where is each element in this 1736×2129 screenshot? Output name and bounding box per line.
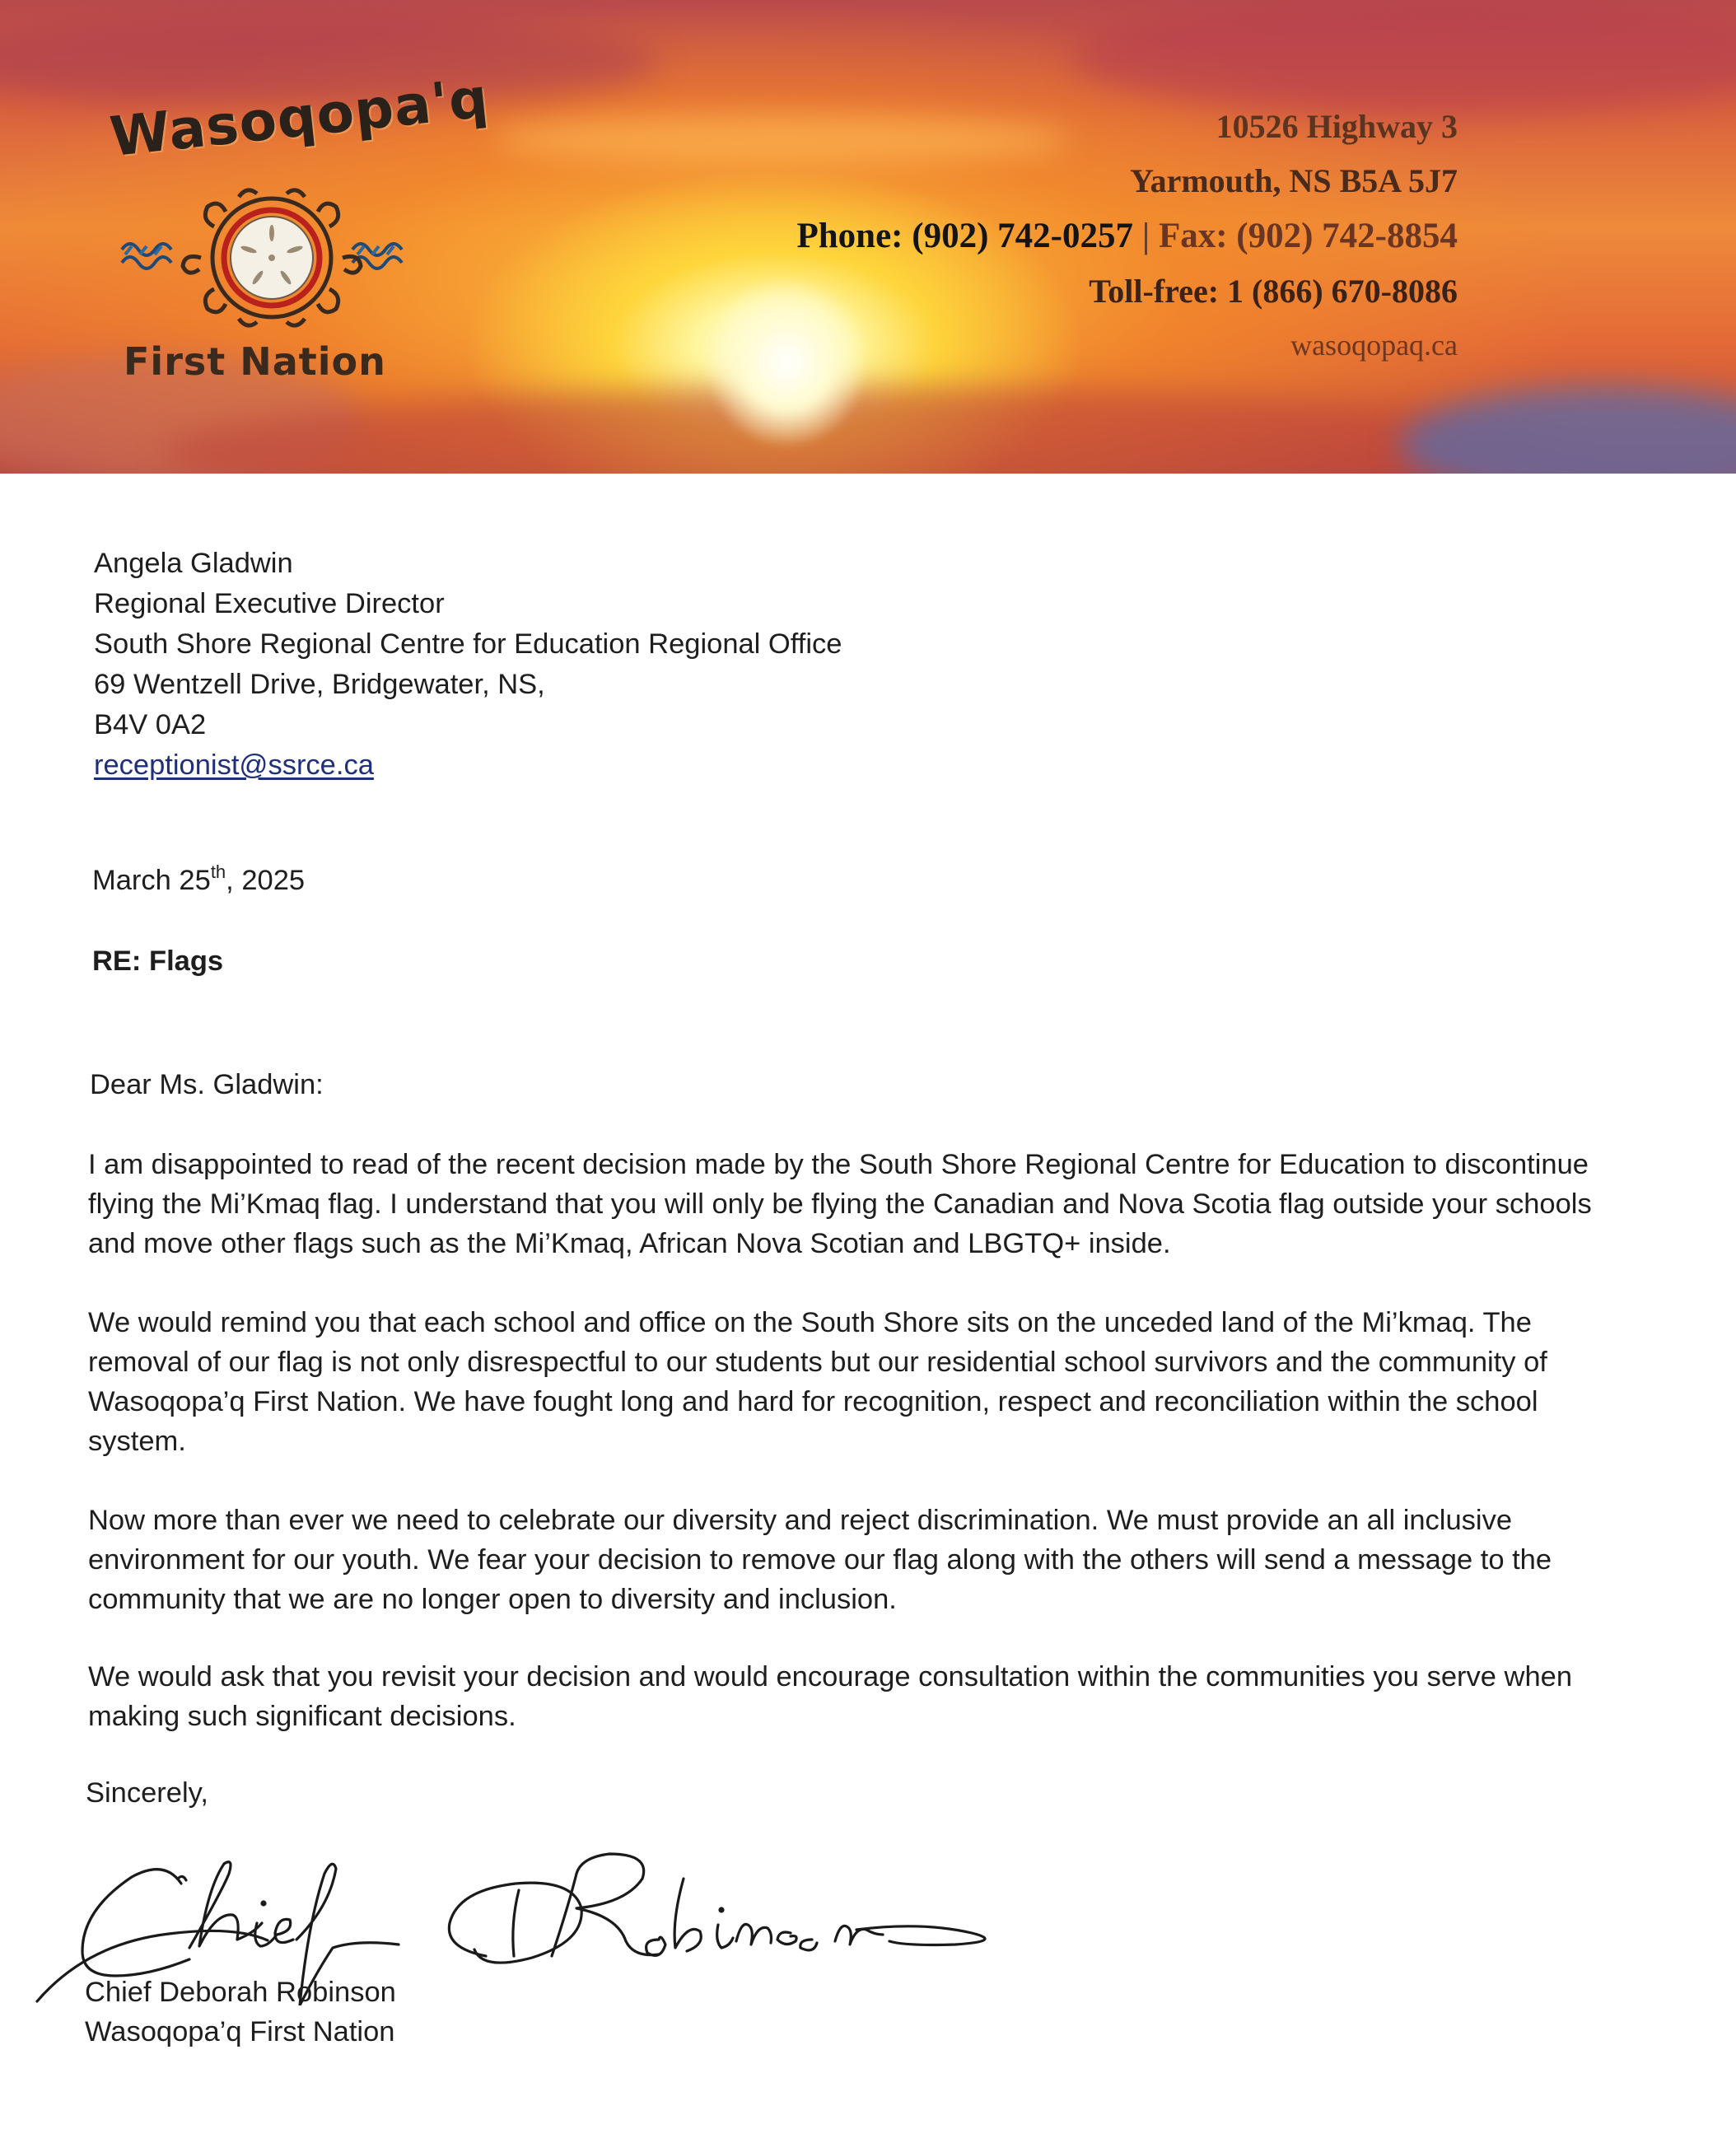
paragraph-line: We would remind you that each school and office on the South Shore sits on the unceded land of the Mi’kmaq. The	[88, 1307, 1532, 1338]
logo-title: Wasoqopa'q	[106, 66, 492, 169]
phone-fax-separator: |	[1141, 217, 1150, 255]
recipient-organization: South Shore Regional Centre for Education Regional Office	[94, 628, 842, 660]
signer-name: Chief Deborah Robinson	[85, 1977, 396, 2008]
letterhead-contact-block	[797, 107, 1458, 362]
paragraph-line: Wasoqopa’q First Nation. We have fought long and hard for recognition, respect and reconciliation within the school	[88, 1386, 1538, 1417]
paragraph-line: Now more than ever we need to celebrate our diversity and reject discrimination. We must provide an all inclusive	[88, 1505, 1513, 1536]
date-month-day: March 25	[92, 865, 211, 896]
sunset-cloud	[165, 387, 1565, 474]
paragraph-2	[88, 1303, 1653, 1461]
paragraph-line: flying the Mi’Kmaq flag. I understand that you will only be flying the Canadian and Nova Scotia flag outside your schools	[88, 1188, 1592, 1220]
paragraph-line: I am disappointed to read of the recent decision made by the South Shore Regional Centre for Education to discontinue	[88, 1149, 1589, 1180]
signer-block	[85, 1973, 396, 2052]
recipient-postal-code: B4V 0A2	[94, 709, 207, 740]
paragraph-line: community that we are no longer open to diversity and inclusion.	[88, 1584, 897, 1615]
paragraph-1	[88, 1145, 1653, 1263]
address-line-2: Yarmouth, NS B5A 5J7	[1130, 162, 1458, 199]
paragraph-line: We would ask that you revisit your decision and would encourage consultation within the communities you serve when	[88, 1661, 1573, 1692]
paragraph-3	[88, 1501, 1653, 1619]
date-ordinal: th	[210, 861, 226, 882]
sand-dollar-emblem-icon	[115, 177, 428, 342]
paragraph-line: making such significant decisions.	[88, 1701, 516, 1732]
address-line-1: 10526 Highway 3	[1216, 108, 1458, 145]
paragraph-4	[88, 1657, 1653, 1736]
fax-number: Fax: (902) 742-8854	[1158, 217, 1458, 255]
paragraph-line: environment for our youth. We fear your decision to remove our flag along with the others will send a message to the	[88, 1544, 1552, 1576]
phone-number: Phone: (902) 742-0257	[796, 217, 1133, 255]
signer-organization: Wasoqopa’q First Nation	[85, 2016, 395, 2047]
recipient-block	[94, 544, 842, 786]
recipient-name: Angela Gladwin	[94, 548, 293, 579]
toll-free-number: Toll-free: 1 (866) 670-8086	[1089, 273, 1458, 310]
salutation: Dear Ms. Gladwin:	[90, 1069, 324, 1100]
recipient-title: Regional Executive Director	[94, 588, 445, 619]
date-year: , 2025	[226, 865, 306, 896]
paragraph-line: and move other flags such as the Mi’Kmaq, African Nova Scotian and LBGTQ+ inside.	[88, 1228, 1171, 1259]
website: wasoqopaq.ca	[1290, 329, 1458, 362]
closing: Sincerely,	[86, 1777, 208, 1809]
recipient-email-link[interactable]: receptionist@ssrce.ca	[94, 749, 374, 781]
recipient-street: 69 Wentzell Drive, Bridgewater, NS,	[94, 669, 545, 700]
phone-fax-line	[797, 216, 1458, 272]
paragraph-line: system.	[88, 1426, 186, 1457]
letterhead-banner	[0, 0, 1736, 474]
subject-line: RE: Flags	[92, 945, 224, 977]
water-reflection	[1400, 387, 1736, 474]
sunset-cloud	[1071, 0, 1736, 115]
letter-date	[92, 861, 306, 897]
paragraph-line: removal of our flag is not only disrespectful to our students but our residential school survivors and the community of	[88, 1347, 1547, 1378]
wave-left-icon	[122, 244, 171, 268]
logo-subtitle: First Nation	[124, 339, 386, 384]
